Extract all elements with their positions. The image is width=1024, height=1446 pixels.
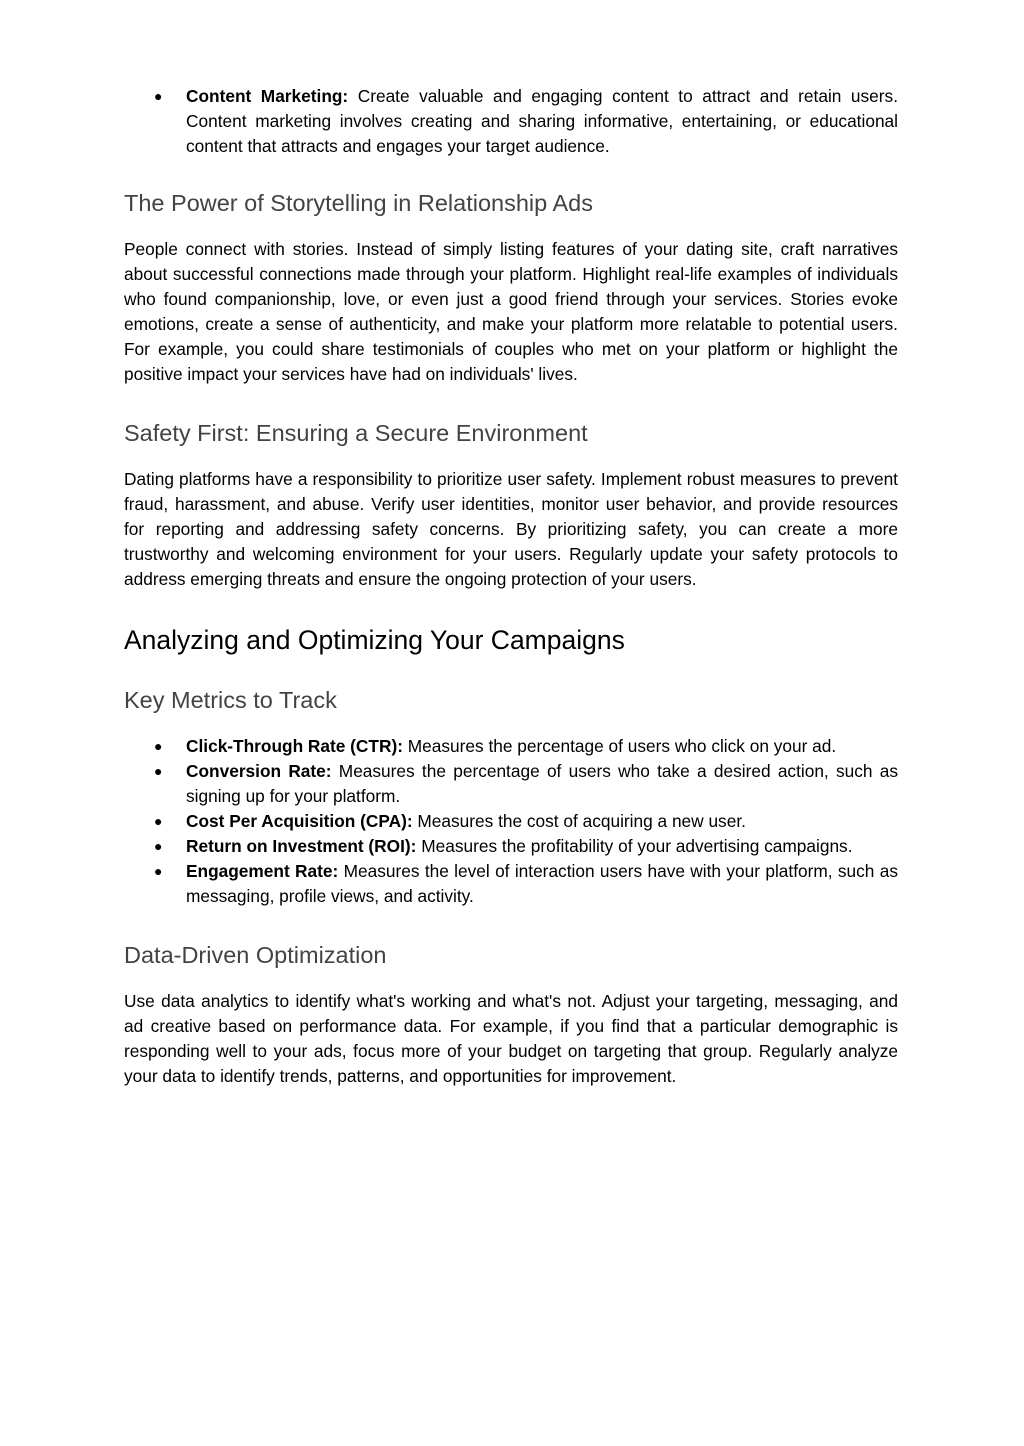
metrics-heading: Key Metrics to Track <box>124 687 337 713</box>
list-item <box>124 859 898 909</box>
safety-paragraph: Dating platforms have a responsibility to prioritize user safety. Implement robust measures to prevent fraud, harassment, and abuse. Verify user identities, monitor user behavior, and provide resources for reporting and addressing safety concerns. By prioritizing safety, you can create a more trustworthy and welcoming environment for your users. Regularly update your safety protocols to address emerging threats and ensure the ongoing protection of your users. <box>124 469 898 589</box>
list-item <box>124 734 898 759</box>
intro-bullet-list <box>124 84 898 159</box>
bullet-icon: ● <box>154 738 163 754</box>
list-item-term: Click-Through Rate (CTR): <box>186 736 403 756</box>
list-item-term: Conversion Rate: <box>186 761 332 781</box>
list-item-text: Measures the percentage of users who take a desired action, such as signing up for your platform. <box>186 761 898 806</box>
list-item-term: Engagement Rate: <box>186 861 339 881</box>
document-page <box>124 84 898 1089</box>
bullet-icon: ● <box>154 763 163 779</box>
analyzing-heading: Analyzing and Optimizing Your Campaigns <box>124 625 625 655</box>
list-item <box>124 834 898 859</box>
list-item-term: Return on Investment (ROI): <box>186 836 417 856</box>
bullet-icon: ● <box>154 838 163 854</box>
list-item <box>124 759 898 809</box>
list-item-text: Measures the percentage of users who click on your ad. <box>402 736 837 756</box>
list-item <box>124 809 898 834</box>
optimization-heading: Data-Driven Optimization <box>124 942 387 968</box>
safety-heading: Safety First: Ensuring a Secure Environment <box>124 420 588 446</box>
bullet-icon: ● <box>154 863 163 879</box>
list-item-term: Content Marketing: <box>186 86 349 106</box>
list-item <box>124 84 898 159</box>
optimization-paragraph: Use data analytics to identify what's working and what's not. Adjust your targeting, messaging, and ad creative based on performance data. For example, if you find that a particular demographic is responding well to your ads, focus more of your budget on targeting that group. Regularly analyze your data to identify trends, patterns, and opportunities for improvement. <box>124 991 898 1086</box>
storytelling-paragraph: People connect with stories. Instead of simply listing features of your dating site, craft narratives about successful connections made through your platform. Highlight real-life examples of individuals who found companionship, love, or even just a good friend through your services. Stories evoke emotions, create a sense of authenticity, and make your platform more relatable to potential users. For example, you could share testimonials of couples who met on your platform or highlight the positive impact your services have had on individuals' lives. <box>124 239 898 384</box>
storytelling-heading: The Power of Storytelling in Relationship Ads <box>124 190 593 216</box>
bullet-icon: ● <box>154 88 163 104</box>
bullet-icon: ● <box>154 813 163 829</box>
list-item-text: Measures the cost of acquiring a new user. <box>412 811 746 831</box>
list-item-text: Create valuable and engaging content to attract and retain users. Content marketing involves creating and sharing informative, entertaining, or educational content that attracts and engages your target audience. <box>186 86 898 156</box>
list-item-text: Measures the level of interaction users have with your platform, such as messaging, profile views, and activity. <box>186 861 899 906</box>
list-item-text: Measures the profitability of your advertising campaigns. <box>416 836 853 856</box>
list-item-term: Cost Per Acquisition (CPA): <box>186 811 413 831</box>
metrics-bullet-list <box>124 734 898 909</box>
